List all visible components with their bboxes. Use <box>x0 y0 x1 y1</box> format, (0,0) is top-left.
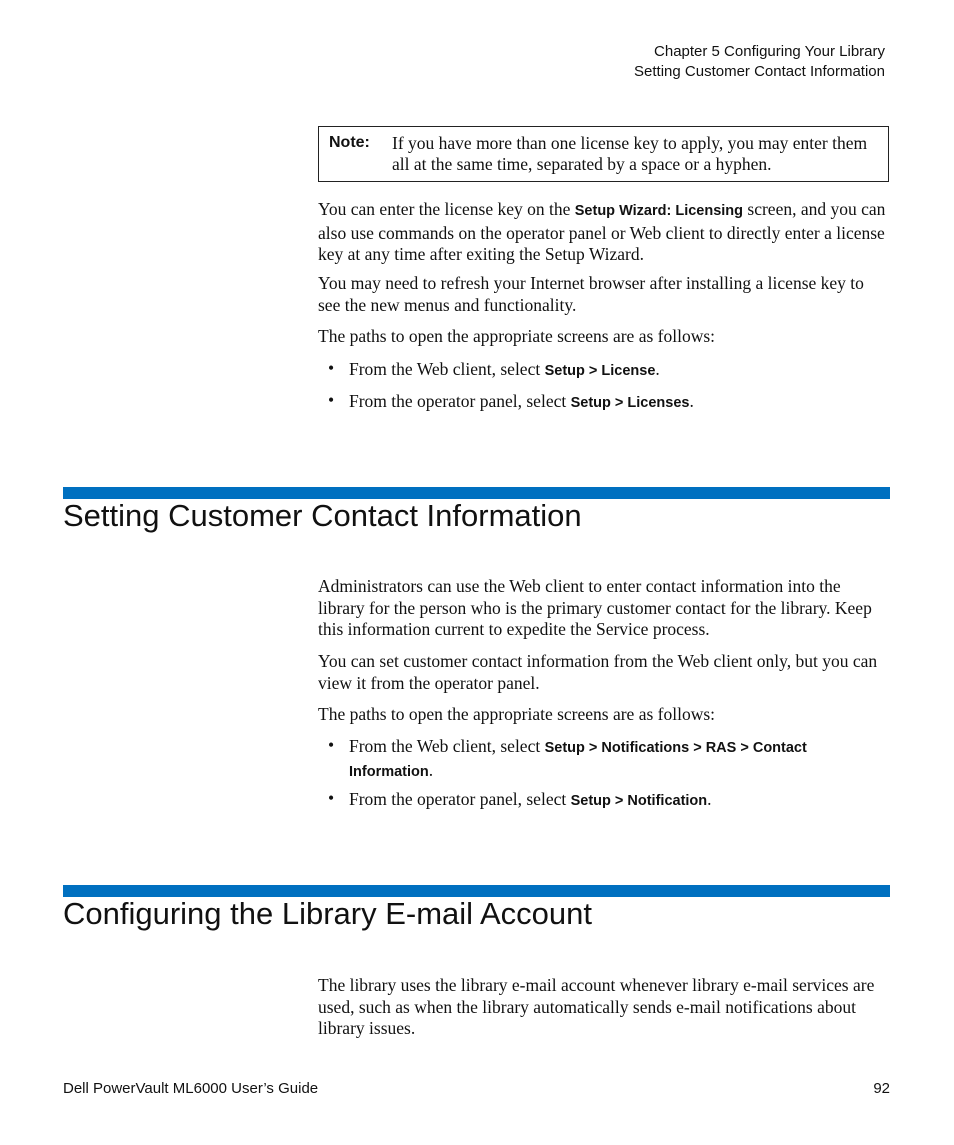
menu-path: Setup > License <box>544 363 656 379</box>
contact-bullet-web <box>349 735 889 783</box>
bullet-glyph: • <box>328 358 335 378</box>
header-section: Setting Customer Contact Information <box>634 63 885 80</box>
contact-bullet-panel <box>349 788 889 812</box>
bullet-glyph: • <box>328 735 335 755</box>
bullet-end: . <box>689 391 694 411</box>
license-bullet-web <box>349 358 889 382</box>
email-paragraph-1: The library uses the library e-mail account whenever library e-mail services are used, such as when the library automatically sends e-mail notifications about library issues. <box>318 975 875 1038</box>
bullet-end: . <box>707 789 712 809</box>
bullet-text: From the operator panel, select <box>349 789 571 809</box>
license-p1-start: You can enter the license key on the <box>318 199 575 219</box>
bullet-text: From the Web client, select <box>349 736 545 756</box>
section-heading-email: Configuring the Library E-mail Account <box>63 896 592 931</box>
license-bullet-panel <box>349 390 889 414</box>
bullet-text: From the Web client, select <box>349 359 545 379</box>
license-p1-end: screen, and you can also use commands on the operator panel or Web client to directly enter a license key at any time after exiting the Setup Wizard. <box>318 199 886 264</box>
bullet-end: . <box>655 359 660 379</box>
menu-path: Setup > Notifications > RAS > Contact Information <box>349 740 807 780</box>
bullet-end: . <box>428 760 434 780</box>
menu-path: Setup > Notification <box>570 793 708 809</box>
setup-wizard-licensing-label: Setup Wizard: Licensing <box>574 203 744 219</box>
header-chapter: Chapter 5 Configuring Your Library <box>654 43 885 60</box>
note-text: If you have more than one license key to apply, you may enter them all at the same time, separated by a space or a hyphen. <box>392 133 868 174</box>
bullet-glyph: • <box>328 788 335 808</box>
note-box <box>318 126 889 182</box>
note-label: Note: <box>329 134 370 151</box>
menu-path: Setup > Licenses <box>570 395 690 411</box>
contact-paragraph-2: You can set customer contact information from the Web client only, but you can view it from the operator panel. <box>318 651 878 693</box>
contact-paragraph-1: Administrators can use the Web client to enter contact information into the library for the person who is the primary customer contact for the library. Keep this information current to expedite the Service process. <box>318 576 872 639</box>
footer-page-number: 92 <box>873 1080 890 1097</box>
license-paragraph-1 <box>318 199 890 266</box>
license-paragraph-3: The paths to open the appropriate screens are as follows: <box>318 326 716 346</box>
license-paragraph-2: You may need to refresh your Internet browser after installing a license key to see the new menus and functionality. <box>318 273 864 315</box>
contact-paragraph-3: The paths to open the appropriate screens are as follows: <box>318 704 716 724</box>
section-heading-contact: Setting Customer Contact Information <box>63 498 582 533</box>
bullet-glyph: • <box>328 390 335 410</box>
footer-guide-title: Dell PowerVault ML6000 User’s Guide <box>63 1080 319 1097</box>
bullet-text: From the operator panel, select <box>349 391 571 411</box>
